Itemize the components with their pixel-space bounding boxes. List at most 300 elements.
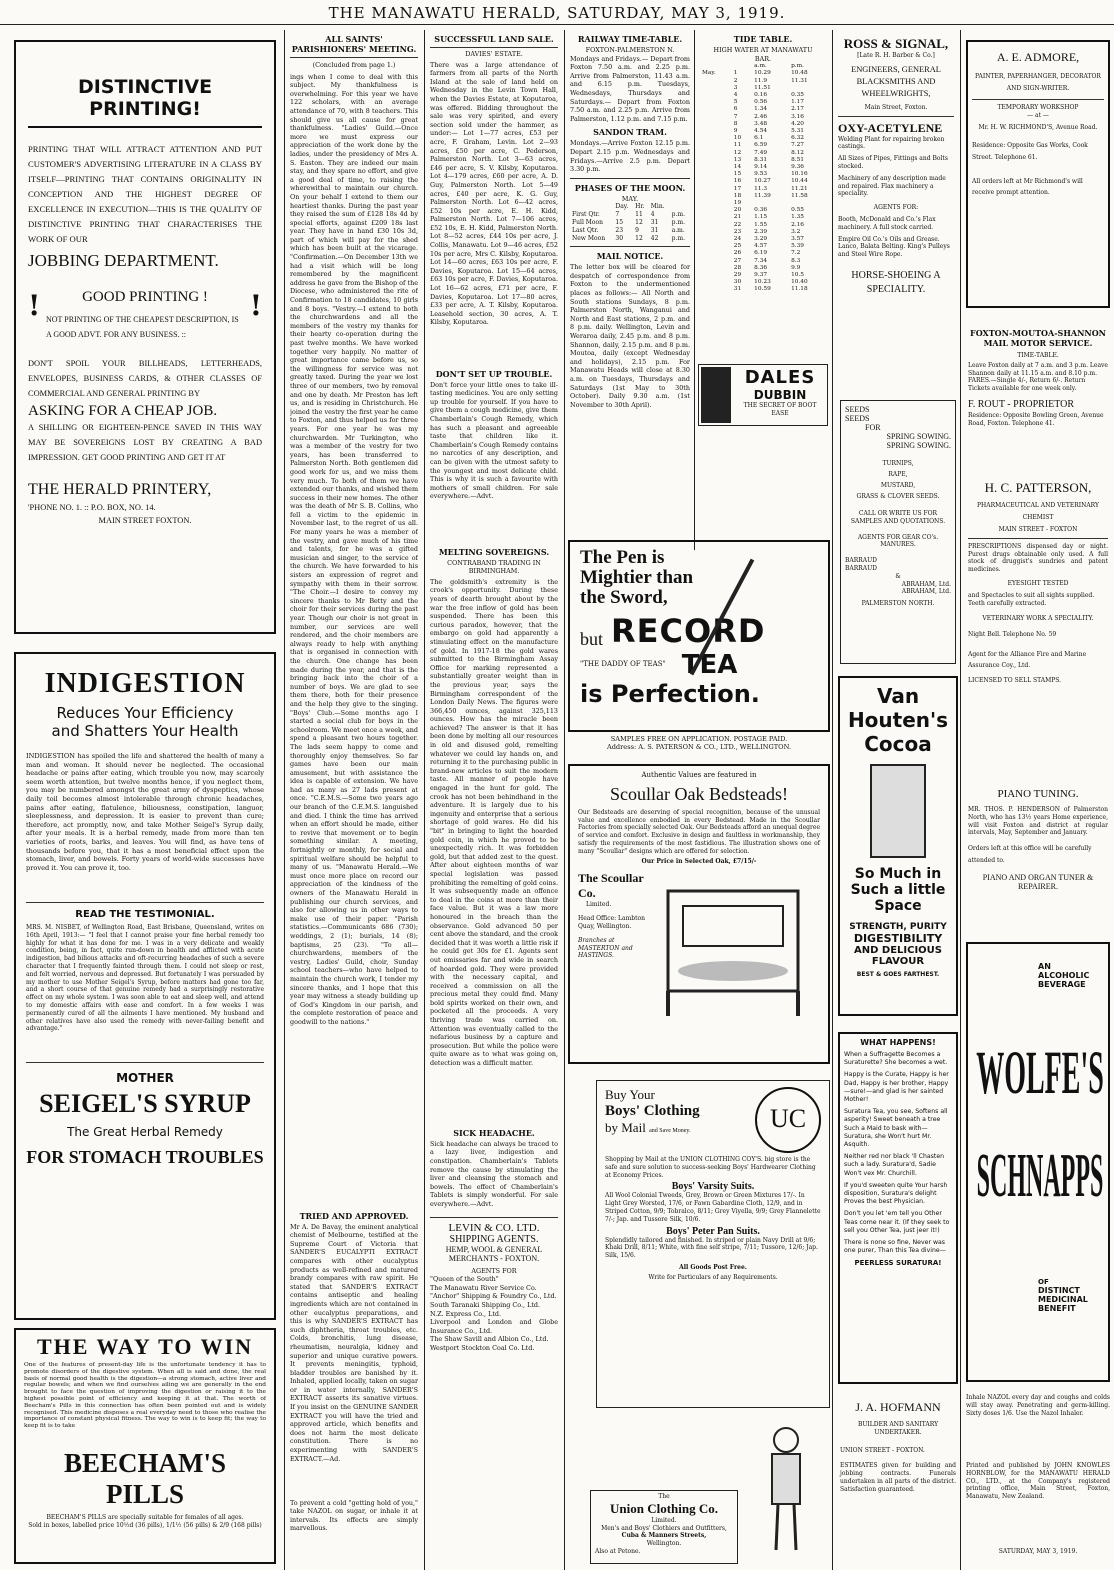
agent-item: "Anchor" Shipping & Foundry Co., Ltd. xyxy=(430,1292,557,1301)
moon-cell: 31 xyxy=(650,218,659,226)
tide-month xyxy=(700,258,732,265)
tide-cell: 1.35 xyxy=(791,214,804,221)
railway-heading: RAILWAY TIME-TABLE. xyxy=(577,34,683,44)
printery-phone: 'PHONE NO. 1. :: P.O. BOX, NO. 14. xyxy=(28,503,156,512)
tide-cell: 10.23 xyxy=(754,279,771,286)
moon-cell: Last Qtr. xyxy=(572,226,599,234)
moon-cell: 31 xyxy=(650,226,659,234)
tide-month xyxy=(700,250,732,257)
tide-cell: 9.53 xyxy=(754,171,768,178)
way-to-win-title: THE WAY TO WIN xyxy=(36,1334,254,1359)
seeds-2: SEEDS xyxy=(845,414,870,423)
tide-cell: 7.34 xyxy=(754,257,768,264)
tide-cell: 9.9 xyxy=(791,264,801,271)
horse-shoeing: HORSE-SHOEING A SPECIALITY. xyxy=(851,269,941,295)
tide-cell: 4 xyxy=(733,92,738,98)
barraud-amp: & xyxy=(895,572,901,580)
moon-cell: 7 xyxy=(615,211,620,219)
cocoa-label: Cocoa xyxy=(864,732,932,756)
hofmann-text: ESTIMATES given for building and jobbing contracts. Funerals undertaken in all parts of the district. Satisfaction guaranteed. xyxy=(840,1462,956,1493)
column-rule xyxy=(960,30,961,1570)
masthead-rule xyxy=(0,24,1114,25)
seeds-1: SEEDS xyxy=(845,405,870,414)
tide-cell: 10.29 xyxy=(754,70,771,77)
railway-section xyxy=(568,30,692,550)
wolfes-label: WOLFE'S xyxy=(976,1040,1104,1109)
seed-list xyxy=(845,458,951,502)
tide-cell: 8.31 xyxy=(754,156,768,163)
tide-month xyxy=(700,236,732,243)
tide-row xyxy=(700,272,826,279)
piano-heading: PIANO TUNING. xyxy=(997,788,1079,800)
tide-cell: 9.37 xyxy=(754,272,768,279)
stomach-troubles: STOMACH TROUBLES xyxy=(68,1147,264,1167)
moon-row xyxy=(570,211,690,219)
tide-cell: 10.5 xyxy=(791,272,804,279)
schnapps-label: SCHNAPPS xyxy=(976,1144,1104,1212)
tide-cell: 12 xyxy=(733,149,742,156)
tide-cell: 1 xyxy=(733,70,738,77)
benefit-label: BENEFIT xyxy=(1038,1304,1076,1313)
pipes-text: All Sizes of Pipes, Fittings and Bolts stocked. xyxy=(838,155,948,170)
record-line-2: Mightier than xyxy=(580,567,694,588)
tide-row xyxy=(700,250,826,257)
so-much-in: So Much in xyxy=(854,866,942,882)
record-line-1: The Pen is xyxy=(580,547,665,568)
tide-row xyxy=(700,142,826,149)
tide-cell: 5.39 xyxy=(791,243,804,250)
agent-item: The Manawatu River Service Co. xyxy=(430,1283,537,1292)
tide-cell: 11.58 xyxy=(791,192,808,199)
tide-month xyxy=(700,178,732,185)
alliance-agent: Agent for the Alliance Fire and Marine Assurance Coy., Ltd. xyxy=(968,651,1087,670)
sick-headache-heading: SICK HEADACHE. xyxy=(453,1127,535,1138)
tide-heading: TIDE TABLE. xyxy=(733,34,793,44)
mother-label: MOTHER xyxy=(116,1071,174,1085)
sander-article: Mr A. De Bavay, the eminent analytical chemist of Melbourne, testified at the Supreme Court of Victoria that SANDER'S EUCALYPTI EXTRACT compares with other eucalyptus products as well-refined and matured brandy compares with raw spirit. He stated that SANDER'S EXTRACT contains antiseptic and healing ingredients which are not contained in other eucalyptus preparations, and this is why SANDER'S EXTRACT has such diphtheria, throat troubles, etc. Colds, bronchitis, lung disease, rheumatism, neuralgia, kidney and superior and unique curative powers. It prevents meningitis, typhoid, bladder troubles are banished by it. Inhaled, applied locally, taken on sugar or in water internally, SANDER'S EXTRACT asserts its sanative virtues. If you insist on the GENUINE SANDER EXTRACT you will have the tried and approved article, which benefits and does not harm the most delicate constitution. There is no experimenting with SANDER'S EXTRACT.—Ad. xyxy=(290,1222,418,1463)
houtens-label: Houten's xyxy=(847,708,949,732)
davies-estate: DAVIES' ESTATE. xyxy=(465,50,523,58)
bedstead-illustration xyxy=(648,871,818,1021)
eyesight-text: and Spectacles to suit all sights supplied. Teeth carefully extracted. xyxy=(968,591,1095,607)
tide-row xyxy=(700,258,826,265)
cocoa-tin-icon xyxy=(870,764,926,858)
tide-cell: 5.31 xyxy=(791,128,804,135)
tide-cell: 3.48 xyxy=(754,120,768,127)
tide-cell: 11.3 xyxy=(754,185,768,192)
best-goes-farthest: BEST & GOES FARTHEST. xyxy=(856,971,940,978)
tide-cell: 1.17 xyxy=(791,99,804,106)
ross-agents-text: Booth, McDonald and Co.'s Flax machinery. A full stock carried. xyxy=(838,215,936,231)
moon-month: MAY. xyxy=(621,194,639,203)
ross-signal-ad xyxy=(836,34,956,379)
tide-cell: 11.39 xyxy=(754,192,771,199)
tide-cell xyxy=(752,200,789,207)
agent-item: Westport Stockton Coal Co. Ltd. xyxy=(430,1343,535,1352)
hofmann-name: J. A. HOFMANN xyxy=(855,1400,941,1414)
jobbing-department: JOBBING DEPARTMENT. xyxy=(28,251,219,270)
sandon-tram-times: Mondays.—Arrive Foxton 12.15 p.m. Depart 2.15 p.m. Wednesdays and Fridays.—Arrive 2.5 p.m. Depart 3.30 p.m. xyxy=(570,139,690,174)
medicinal-label: MEDICINAL xyxy=(1038,1295,1088,1304)
moon-cell: 11 xyxy=(635,211,643,219)
tide-cell: 1.34 xyxy=(754,106,768,113)
tide-cell: 3.2 xyxy=(791,228,801,235)
tide-month xyxy=(700,142,732,149)
verse-stanza: There is none so fine, Never was one purer, Than this Tea divine— xyxy=(844,1239,946,1255)
column-rule xyxy=(284,30,285,1570)
tide-month xyxy=(700,121,732,128)
moon-cell: p.m. xyxy=(671,218,686,226)
land-sale-column xyxy=(428,30,560,1566)
trouble-article: Don't force your little ones to take ill-tasting medicines. You are only setting up trouble for yourself. If you have to give them a cough medicine, give them Chamberlain's Cough Remedy, which has such a pleasant and agreeable taste that children like it. Chamberlain's Cough Remedy contains no narcotics of any description, and can be given with the utmost safety to the youngest and most delicate child. This is why it is such a favourite with mothers of small children. For sale everywhere.—Advt. xyxy=(430,380,558,501)
tide-month xyxy=(700,186,732,193)
agents-for-label: AGENTS FOR xyxy=(471,1266,517,1275)
column-rule xyxy=(564,30,565,1570)
union-limited: Limited. xyxy=(651,1516,677,1524)
dubbin-tag: THE SECRET OF BOOT EASE xyxy=(743,402,817,417)
indigestion-body: INDIGESTION has spoiled the life and shattered the health of many a man and woman. It should never be neglected. The occasional headache or pains after eating, which trouble you now, may scarcely seem worth attention, but twelve months hence, if you neglect them, you may be numbered amongst the great army of dyspeptics, whose daily toil becomes almost intolerable through chronic headaches, pains after eating, flatulence, biliousness, constipation, languor, sleeplessness, and depression. It is easier to prevent than cure; therefore, act promptly, now, and take Mother Seigel's Syrup daily, after your meals. It is a herbal remedy, made from more than ten varieties of roots, barks, and leaves. You will find, as have tens of thousands before you, that it has a most beneficial effect upon the stomach, liver, and bowels. Forty years of world-wide successes have proved it. You can prove it, too. xyxy=(26,752,264,872)
levin-merchants: HEMP, WOOL & GENERAL MERCHANTS - FOXTON. xyxy=(445,1244,543,1263)
dubbin-sub: DUBBIN xyxy=(753,388,807,402)
tide-row xyxy=(700,214,826,221)
oxy-heading: OXY-ACETYLENE xyxy=(838,120,943,135)
indigestion-ad xyxy=(14,652,276,1320)
tide-cell: 1.15 xyxy=(754,214,768,221)
rout-residence: Residence: Opposite Bowling Green, Avenue Road, Foxton. Telephone 41. xyxy=(968,411,1104,427)
scoullar-office: Head Office: Lambton Quay, Wellington. xyxy=(578,915,646,930)
tide-cell: 3.57 xyxy=(791,236,804,243)
tide-cell: 3.29 xyxy=(754,236,768,243)
tide-row xyxy=(700,229,826,236)
tide-cell: 2.17 xyxy=(791,106,804,113)
van-houtens-ad xyxy=(838,676,958,1016)
moon-cell: 9 xyxy=(635,226,639,234)
record-but: but xyxy=(580,629,604,649)
tide-row xyxy=(700,265,826,272)
tide-cell: 21 xyxy=(733,214,742,221)
beverage-label: BEVERAGE xyxy=(1038,980,1086,989)
tide-cell: 29 xyxy=(733,272,742,279)
boy-illustration-left xyxy=(568,1400,594,1490)
column-rule xyxy=(832,30,833,1570)
tide-cell: 7 xyxy=(733,113,738,120)
sandon-tram-heading: SANDON TRAM. xyxy=(593,127,667,138)
tide-row xyxy=(700,157,826,164)
space-label: Space xyxy=(874,898,922,914)
spring-2: SPRING SOWING. xyxy=(886,441,951,450)
mail-motor-text: Leave Foxton daily at 7 a.m. and 3 p.m. Leave Shannon daily at 11.15 a.m. and 8.10 p.m. FARES.—Single 4/-, Return 6/-. Return Tickets available for one week only. xyxy=(968,361,1108,393)
and-delicious: AND DELICIOUS xyxy=(854,945,942,956)
alcoholic-an: AN xyxy=(1038,962,1051,971)
record-brand: RECORD xyxy=(611,612,766,650)
tide-row xyxy=(700,243,826,250)
tide-cell: 11 xyxy=(733,142,742,149)
tide-cell: 0.35 xyxy=(791,92,804,98)
tide-month: May. xyxy=(702,70,716,77)
tide-cell: 6.59 xyxy=(754,142,768,149)
tide-row xyxy=(700,286,826,293)
tide-cell: 31 xyxy=(733,286,742,293)
tide-cell: 17 xyxy=(733,185,742,192)
tide-month xyxy=(700,272,732,279)
barraud-2: BARRAUD xyxy=(845,564,877,572)
tea-label: TEA xyxy=(681,650,738,680)
union-wellington: Wellington. xyxy=(646,1540,682,1548)
printing-title: DISTINCTIVE PRINTING! xyxy=(28,76,262,128)
tide-month xyxy=(700,243,732,250)
barraud-1: BARRAUD xyxy=(845,557,877,565)
tide-cell: 7.27 xyxy=(791,142,804,149)
tide-month xyxy=(700,164,732,171)
tide-cell: 8.51 xyxy=(791,156,804,163)
tide-sub-2: BAR. xyxy=(754,54,772,63)
moon-row xyxy=(570,227,690,235)
column-rule xyxy=(424,30,425,1570)
union-the: The xyxy=(658,1493,670,1500)
scoullar-limited: Limited. xyxy=(586,901,612,909)
tide-cell: 9.36 xyxy=(791,164,804,171)
tide-month xyxy=(700,222,732,229)
tide-row xyxy=(700,106,826,113)
strength-purity: STRENGTH, PURITY xyxy=(849,922,947,932)
sick-headache-article: Sick headache can always be traced to a lazy liver, indigestion and constipation. Chamberlain's Tablets remove the cause by stimulating the liver and cleansing the stomach and bowels. The effect of Chamberlain's Tablets is simply wonderful. For sale everywhere.—Advt. xyxy=(430,1139,558,1208)
ross-late: [Late R. H. Barber & Co.] xyxy=(857,52,935,59)
seed-item: GRASS & CLOVER SEEDS. xyxy=(856,493,940,500)
tide-month xyxy=(700,85,732,92)
tide-cell: 14 xyxy=(733,164,742,171)
tide-cell: 26 xyxy=(733,250,742,257)
dales-dubbin-ad xyxy=(698,364,828,426)
tide-cell: 2.16 xyxy=(791,221,804,228)
tide-cell: 13 xyxy=(733,156,742,163)
tried-approved-heading: TRIED AND APPROVED. xyxy=(299,1210,409,1221)
suratura-ad xyxy=(838,1032,958,1384)
tide-row xyxy=(700,236,826,243)
patterson-name: H. C. PATTERSON, xyxy=(984,480,1092,495)
verse-stanza: Happy is the Curate, Happy is her Dad, Happy is her brother, Happy—sure!—and glad is her sainted Mother! xyxy=(844,1071,949,1104)
good-printing-heading: GOOD PRINTING ! xyxy=(82,289,208,305)
seeds-ad xyxy=(840,400,956,664)
tide-row xyxy=(700,135,826,142)
machinery-text: Machinery of any description made and repaired. Flax machinery a speciality. xyxy=(838,174,946,198)
admore-residence: Residence: Opposite Gas Works, Cook Street. Telephone 61. xyxy=(972,141,1088,161)
masthead: THE MANAWATU HERALD, SATURDAY, MAY 3, 1919. xyxy=(328,4,786,22)
moon-cell: 12 xyxy=(635,234,643,242)
hofmann-street: UNION STREET - FOXTON. xyxy=(840,1446,925,1454)
tide-cell xyxy=(789,200,826,207)
ucc-logo-icon: UC xyxy=(755,1087,821,1153)
tide-month xyxy=(700,171,732,178)
moon-cell: a.m. xyxy=(671,226,685,234)
varsity-items: All Wool Colonial Tweeds, Grey, Brown or Green Mixtures 17/-. In Light Grey Worsted, 17/6, or Fawn Gabardine Cloth, 12/9, and in Striped Cotton, 9/9; Tobralco, 8/11; Grey Viyella, 9/9; Grey Flannelette 7/-; Jap. and Tussore Silk, 10/6. xyxy=(605,1192,821,1223)
tide-cell: 11.9 xyxy=(754,77,768,84)
record-footer xyxy=(568,736,830,760)
tide-cell: 8.36 xyxy=(754,264,768,271)
tide-row xyxy=(700,150,826,157)
tide-row xyxy=(700,128,826,135)
melting-heading: MELTING SOVEREIGNS. xyxy=(438,546,550,557)
daddy-of-teas: "THE DADDY OF TEAS" xyxy=(580,660,666,669)
tide-month xyxy=(700,114,732,121)
verse-stanza: Don't you let 'em tell you Other Teas come near it. (If they seek to sell you Other Tea, just jeer it!) xyxy=(844,1210,950,1234)
distinct-label: DISTINCT xyxy=(1038,1286,1080,1295)
scoullar-ad xyxy=(568,764,830,1064)
railway-times: Mondays and Fridays.— Depart from Foxton 7.50 a.m. and 2.25 p.m. Arrive from Palmerston, 11.43 a.m. and 6.15 p.m. Tuesdays, Wednesdays, Thursdays and Saturdays.— Depart from Foxton 7.50 a.m. and 2.25 p.m. Arrive from Palmerston, 1.12 p.m. and 7.15 p.m. xyxy=(570,54,690,123)
patterson-trade: PHARMACEUTICAL AND VETERINARY CHEMIST xyxy=(977,502,1099,521)
tide-cell: 15 xyxy=(733,171,742,178)
samples-free: SAMPLES FREE ON APPLICATION. POSTAGE PAID. xyxy=(610,736,788,743)
seeds-agents: AGENTS FOR GEAR CO's. MANURES. xyxy=(857,533,939,549)
paterson-address: Address: A. S. PATERSON & CO., LTD., WELLINGTON. xyxy=(606,742,792,751)
tide-month xyxy=(700,200,732,207)
tide-cell: 8 xyxy=(733,120,738,127)
verse-stanza: Neither red nor black 'll Chasten such a lady. Suratura'd, Sadie Won't vex Mr. Churchill. xyxy=(844,1153,945,1177)
imprint: Printed and published by JOHN KNOWLES HORNBLOW, for the MANAWATU HERALD CO., LTD., at the Company's registered printing office, Main Street, Foxton, Manawatu, New Zealand. xyxy=(966,1462,1110,1501)
abraham-2: ABRAHAM, Ltd. xyxy=(901,588,951,596)
piano-orders: Orders left at this office will be carefully attended to. xyxy=(968,845,1092,865)
seeds-for: FOR xyxy=(865,423,881,432)
union-cuba: Cuba & Manners Streets, xyxy=(621,1532,707,1540)
piano-ad xyxy=(966,786,1110,932)
tide-cell: 4.54 xyxy=(754,128,768,135)
tide-cell: 9.14 xyxy=(754,164,768,171)
union-clothing-name: Union Clothing Co. xyxy=(610,1500,718,1516)
mail-motor-ad xyxy=(966,324,1110,472)
tide-cell: 23 xyxy=(733,228,742,235)
tide-cell: 6.19 xyxy=(754,250,768,257)
by-mail: by Mail xyxy=(605,1120,646,1135)
agent-item: "Queen of the South" xyxy=(430,1275,499,1284)
tide-sub-1: HIGH WATER AT MANAWATU xyxy=(713,46,813,54)
moon-table xyxy=(570,203,690,242)
tide-cell: 18 xyxy=(733,192,742,199)
tide-row xyxy=(700,78,826,85)
all-saints-column xyxy=(288,30,420,1566)
admore-name: A. E. ADMORE, xyxy=(996,50,1080,64)
tide-cell: 10.44 xyxy=(791,178,808,185)
ross-trades: ENGINEERS, GENERAL BLACKSMITHS AND WHEELWRIGHTS, xyxy=(851,64,941,98)
verse-stanza: Suratura Tea, you see, Softens all asperity! Sweet beneath a tree Such a Maid to bask with— Suratura, she Won't hurt Mr. Asquith. xyxy=(844,1108,948,1149)
tide-cell: 3.16 xyxy=(791,113,804,120)
printing-paragraph-3: A SHILLING OR EIGHTEEN-PENCE SAVED IN THIS WAY MAY BE SOVEREIGNS LOST BY CREATING A BAD IMPRESSION. GET GOOD PRINTING AND GET IT AT xyxy=(28,423,262,462)
flavour: FLAVOUR xyxy=(871,956,925,967)
tide-cell: 16 xyxy=(733,178,742,185)
tide-cell: 7.49 xyxy=(754,149,768,156)
agent-item: Liverpool and London and Globe Insurance Co., Ltd. xyxy=(430,1318,558,1335)
admore-richmond: Mr. H. W. RICHMOND'S, Avenue Road. xyxy=(978,123,1098,131)
varsity-heading: Boys' Varsity Suits. xyxy=(671,1181,755,1193)
tide-cell: 19 xyxy=(733,200,742,207)
tide-cell: 0.55 xyxy=(791,207,804,214)
buy-your: Buy Your xyxy=(605,1087,655,1102)
mail-motor-tt: TIME-TABLE. xyxy=(1017,352,1059,359)
peter-pan-heading: Boys' Peter Pan Suits. xyxy=(666,1225,760,1237)
tide-row xyxy=(700,171,826,178)
ross-street: Main Street, Foxton. xyxy=(864,103,928,111)
ross-agents-label: AGENTS FOR: xyxy=(873,204,919,212)
printery-address: MAIN STREET FOXTON. xyxy=(98,516,192,525)
tide-cell: 8.3 xyxy=(791,257,801,264)
veterinary-work: VETERINARY WORK A SPECIALITY. xyxy=(982,615,1094,623)
herbal-remedy: The Great Herbal Remedy xyxy=(67,1125,223,1139)
tide-cell: 0.16 xyxy=(754,92,768,98)
union-clothing-box xyxy=(590,1490,738,1564)
agent-item: South Taranaki Shipping Co., Ltd. xyxy=(430,1300,541,1309)
tide-table xyxy=(700,63,826,294)
tide-section xyxy=(698,30,828,360)
agent-item: The Shaw Savill and Albion Co., Ltd. xyxy=(430,1335,549,1344)
all-saints-heading: ALL SAINTS' PARISHIONERS' MEETING. xyxy=(290,34,418,58)
indigestion-title: INDIGESTION xyxy=(44,668,246,699)
railway-sub: FOXTON-PALMERSTON N. xyxy=(585,46,675,54)
tide-cell: 1.55 xyxy=(754,221,768,228)
tide-row xyxy=(700,70,826,77)
moon-cell: 42 xyxy=(650,234,659,242)
trouble-heading: DON'T SET UP TROUBLE. xyxy=(435,368,553,379)
moon-row xyxy=(570,235,690,243)
moon-cell: Full Moon xyxy=(572,218,604,226)
piano-tuner: PIANO AND ORGAN TUNER & REPAIRER. xyxy=(982,873,1094,892)
tide-month xyxy=(700,135,732,142)
admore-ad xyxy=(966,40,1110,308)
tide-cell: 10 xyxy=(733,135,742,142)
tide-row xyxy=(700,279,826,286)
tide-cell: 27 xyxy=(733,257,742,264)
record-tea-ad xyxy=(568,540,830,732)
tide-month xyxy=(700,150,732,157)
tide-month xyxy=(700,286,732,293)
levin-shipping: SHIPPING AGENTS. xyxy=(449,1233,539,1245)
scoullar-text: Our Bedsteads are deserving of special recognition, because of the unusual value and excellence embodied in every Bedstead. Made in the Scoullar Factories from specially selected Oak. Our Bedsteads afford an unequal degree of service and comfort. Exclusive in design and faultless in workmanship, they satisfy the requirements of the most fastidious. The illustration shows one of many "Scoullar" designs which are offered for selection. xyxy=(578,808,820,855)
tide-cell: 10.48 xyxy=(791,70,808,77)
peter-pan-text: Splendidly tailored and finished. In striped or plain Navy Drill at 9/6; Khaki Drill, 8/11; White, with fine self stripe, 7/11; Tussore, 12/6; Jap. Silk, 15/6. xyxy=(605,1236,818,1260)
tide-row xyxy=(700,99,826,106)
seed-item: RAPE, xyxy=(888,471,908,478)
testimonial-heading: READ THE TESTIMONIAL. xyxy=(75,909,215,920)
tide-col: a.m. xyxy=(754,63,767,70)
tide-cell: 20 xyxy=(733,207,742,214)
distinctive-printing-ad xyxy=(14,40,276,634)
printing-paragraph-2: DON'T SPOIL YOUR BILLHEADS, LETTERHEADS, ENVELOPES, BUSINESS CARDS, & OTHER CLASSES OF COMMERCIAL AND GENERAL PRINTING BY xyxy=(28,359,262,398)
seed-item: TURNIPS, xyxy=(882,460,914,467)
eyesight-tested: EYESIGHT TESTED xyxy=(1007,579,1069,587)
tide-row xyxy=(700,92,826,99)
tide-cell: 11.21 xyxy=(791,185,808,192)
tide-cell: 2.39 xyxy=(754,228,768,235)
wolfes-schnapps-ad xyxy=(966,942,1110,1382)
patterson-ad xyxy=(966,478,1110,774)
union-clothing-ad xyxy=(596,1080,830,1408)
tide-cell: 3 xyxy=(733,84,738,91)
admore-orders: All orders left at Mr Richmond's will receive prompt attention. xyxy=(972,177,1083,196)
moon-cell: 23 xyxy=(615,226,624,234)
tide-cell: 2.46 xyxy=(754,113,768,120)
tide-row xyxy=(700,186,826,193)
save-money: and Save Money. xyxy=(649,1128,691,1134)
levin-name: LEVIN & CO. LTD. xyxy=(448,1221,540,1234)
tide-cell: 11.51 xyxy=(754,84,771,91)
tide-cell: 11.31 xyxy=(791,77,808,84)
dales-title: DALES xyxy=(744,367,816,388)
digestibility: DIGESTIBILITY xyxy=(853,932,943,945)
tide-row xyxy=(700,178,826,185)
indigestion-sub-2: and Shatters Your Health xyxy=(51,722,239,740)
column-rule xyxy=(694,30,695,550)
pills-name: PILLS xyxy=(105,1479,185,1509)
empire-text: Empire Oil Co.'s Oils and Grease. Lanco, Balata Belting. King's Pulleys and Steel Wire Rope. xyxy=(838,235,950,259)
tide-month xyxy=(700,193,732,200)
moon-cell: New Moon xyxy=(572,234,606,242)
